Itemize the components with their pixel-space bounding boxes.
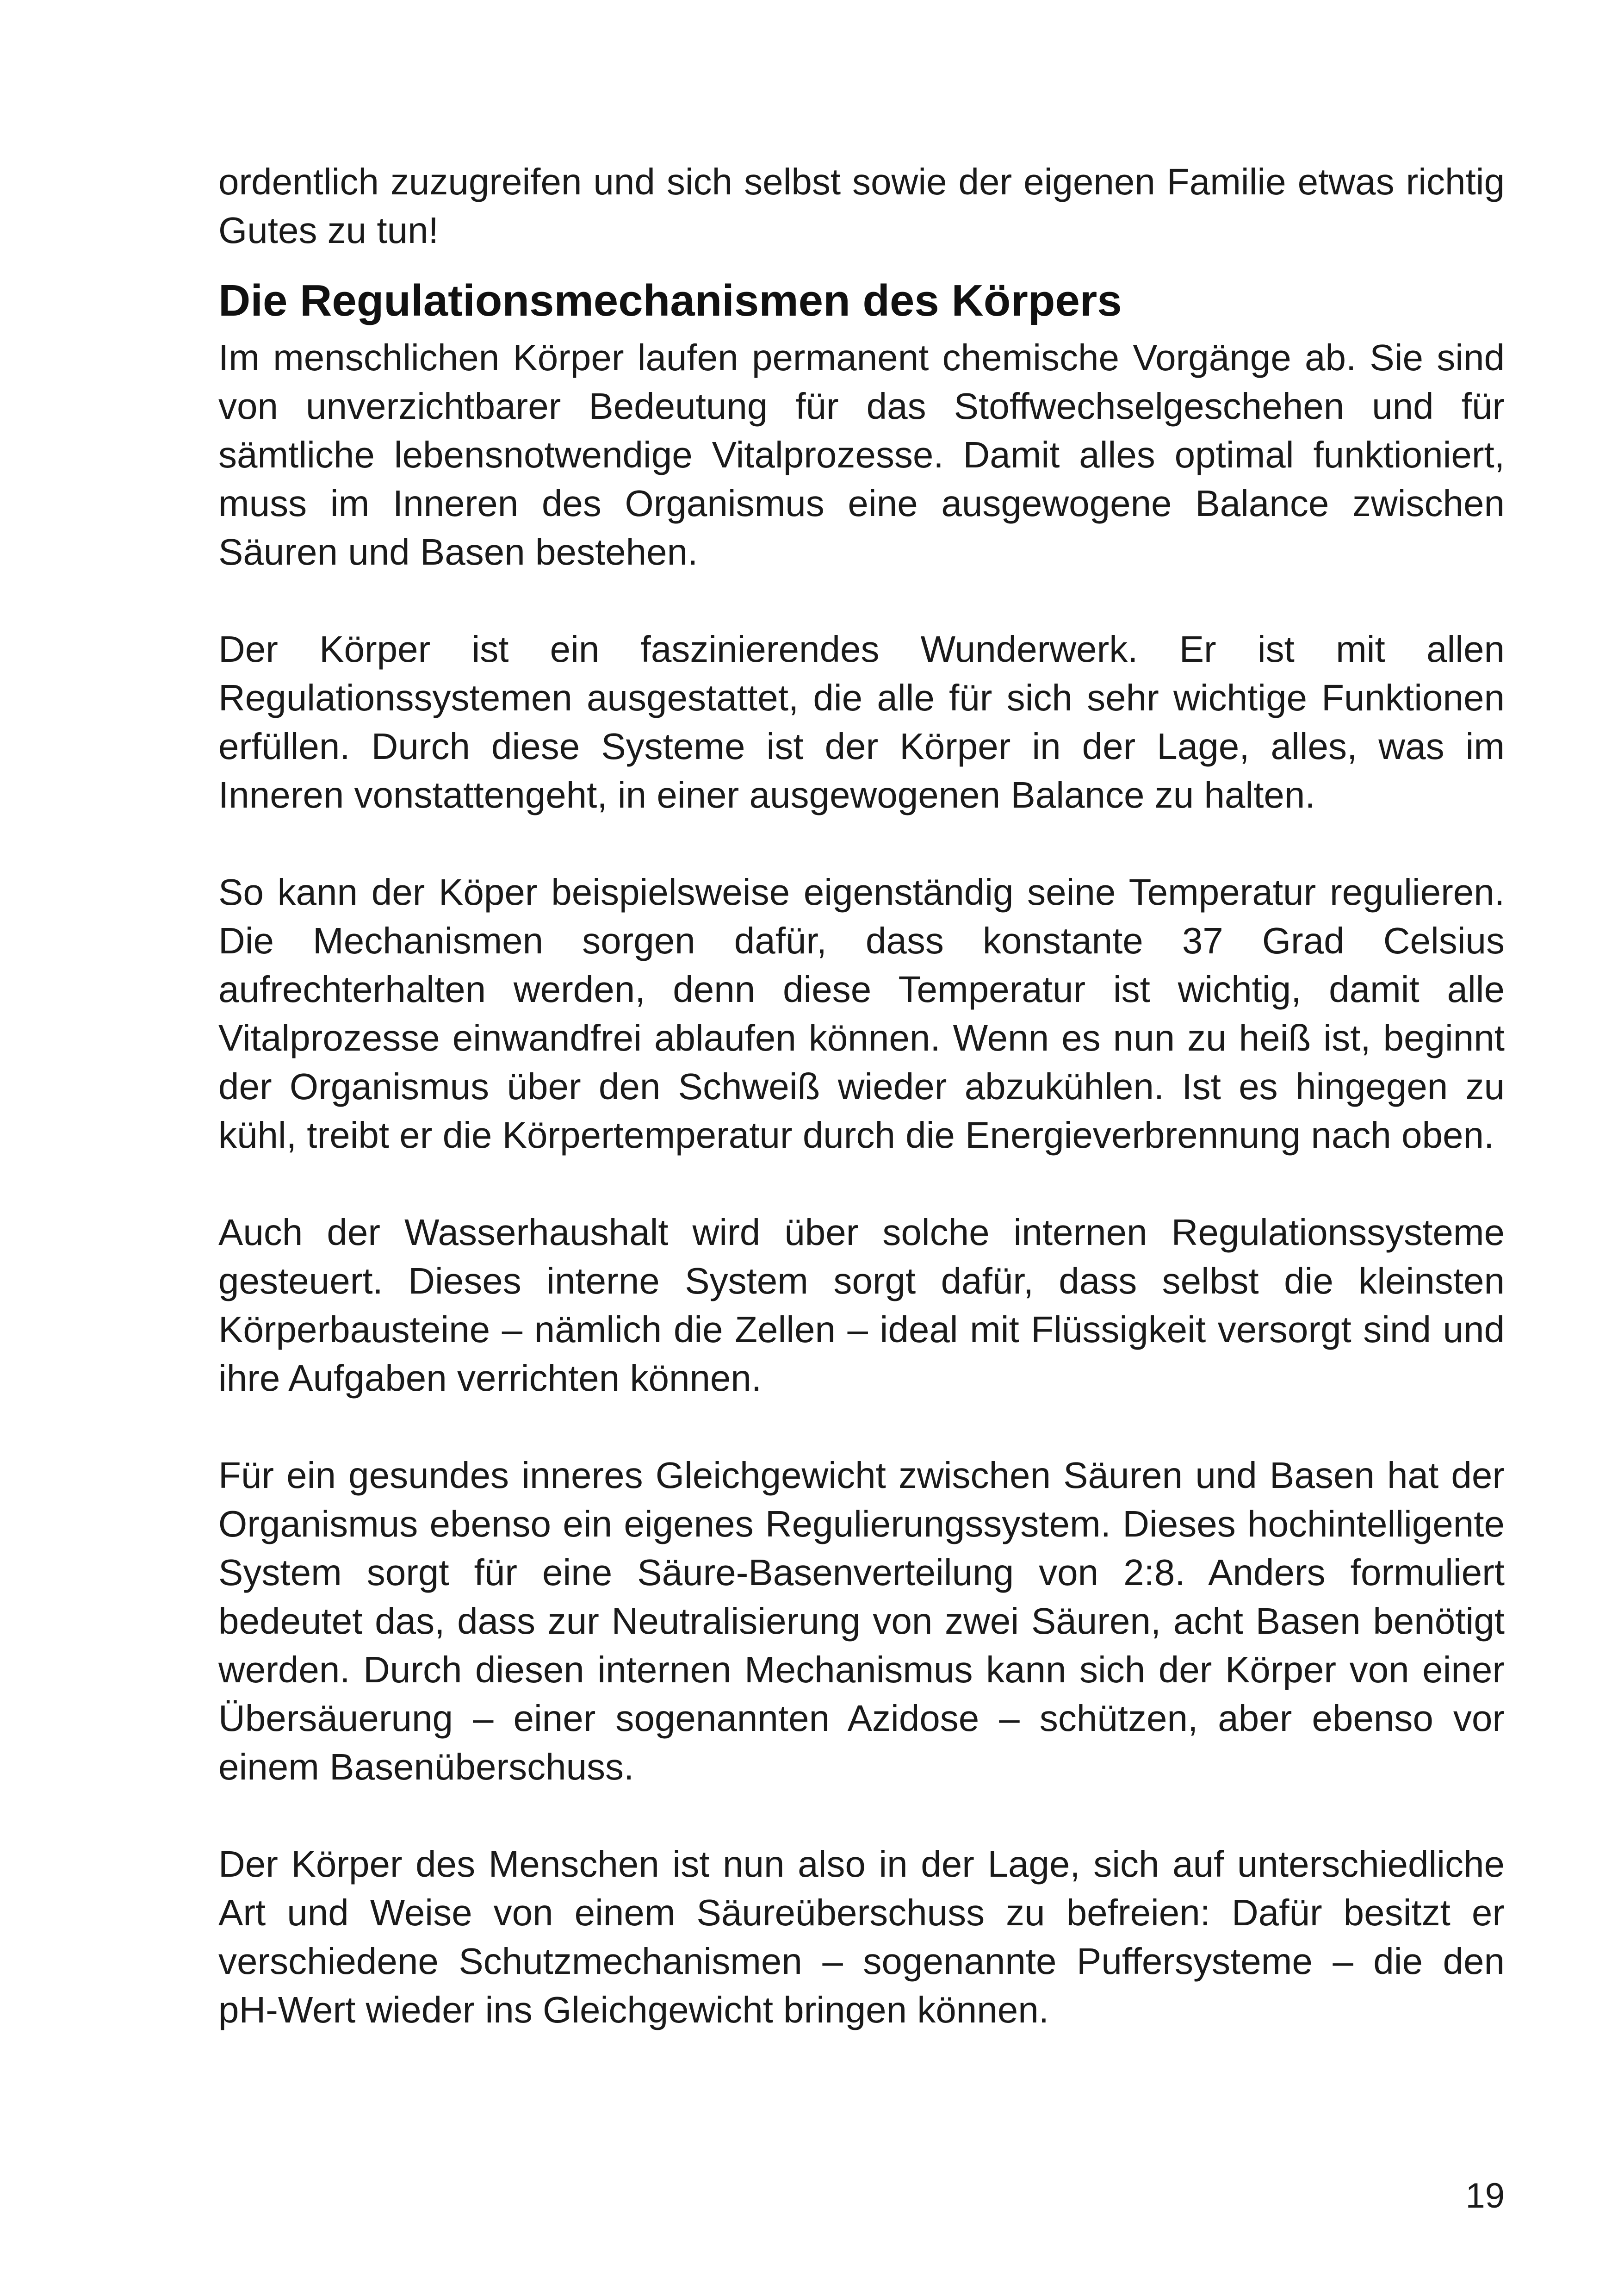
- paragraph-3: So kann der Köper beispielsweise eigenständig seine Temperatur regulieren. Die Mechanismen sorgen dafür, dass konstante 37 Grad Celsius aufrechterhalten werden, denn diese Temperatur ist wichtig, damit alle Vitalprozesse einwandfrei ablaufen können. Wenn es nun zu heiß ist, beginnt der Organismus über den Schweiß wieder abzukühlen. Ist es hingegen zu kühl, treibt er die Körpertemperatur durch die Energieverbrennung nach oben.: [218, 871, 1505, 1156]
- paragraph-4: Auch der Wasserhaushalt wird über solche internen Regulationssysteme gesteuert. Dieses interne System sorgt dafür, dass selbst die kleinsten Körperbausteine – nämlich die Zellen – ideal mit Flüssigkeit versorgt sind und ihre Aufgaben verrichten können.: [218, 1212, 1505, 1399]
- page-body: [218, 157, 1505, 2034]
- paragraph-2: Der Körper ist ein faszinierendes Wunderwerk. Er ist mit allen Regulationssystemen ausgestattet, die alle für sich sehr wichtige Funktionen erfüllen. Durch diese Systeme ist der Körper in der Lage, alles, was im Inneren vonstattengeht, in einer ausgewogenen Balance zu halten.: [218, 628, 1505, 815]
- paragraph-6: Der Körper des Menschen ist nun also in der Lage, sich auf unterschiedliche Art und Weise von einem Säureüberschuss zu befreien: Dafür besitzt er verschiedene Schutzmechanismen – sogenannte Puffersysteme – die den pH-Wert wieder ins Gleichgewicht bringen können.: [218, 1843, 1505, 2030]
- paragraph-1: Im menschlichen Körper laufen permanent chemische Vorgänge ab. Sie sind von unverzichtbarer Bedeutung für das Stoffwechselgeschehen und für sämtliche lebensnotwendige Vitalprozesse. Damit alles optimal funktioniert, muss im Inneren des Organismus eine ausgewogene Balance zwischen Säuren und Basen bestehen.: [218, 337, 1505, 572]
- paragraph-spacer: [218, 1159, 1505, 1208]
- page-number: 19: [1465, 2176, 1505, 2215]
- intro-paragraph: ordentlich zuzugreifen und sich selbst sowie der eigenen Familie etwas richtig Gutes zu tun!: [218, 161, 1505, 251]
- paragraph-spacer: [218, 819, 1505, 868]
- paragraph-5: Für ein gesundes inneres Gleichgewicht zwischen Säuren und Basen hat der Organismus ebenso ein eigenes Regulierungssystem. Dieses hochintelligente System sorgt für eine Säure-Basenverteilung von 2:8. Anders formuliert bedeutet das, dass zur Neutralisierung von zwei Säuren, acht Basen benötigt werden. Durch diesen internen Mechanismus kann sich der Körper von einer Übersäuerung – einer sogenannten Azidose – schützen, aber ebenso vor einem Basenüberschuss.: [218, 1455, 1505, 1787]
- paragraph-spacer: [218, 576, 1505, 625]
- paragraph-spacer: [218, 1791, 1505, 1840]
- paragraph-spacer: [218, 1402, 1505, 1451]
- section-heading: Die Regulationsmechanismen des Körpers: [218, 276, 1122, 325]
